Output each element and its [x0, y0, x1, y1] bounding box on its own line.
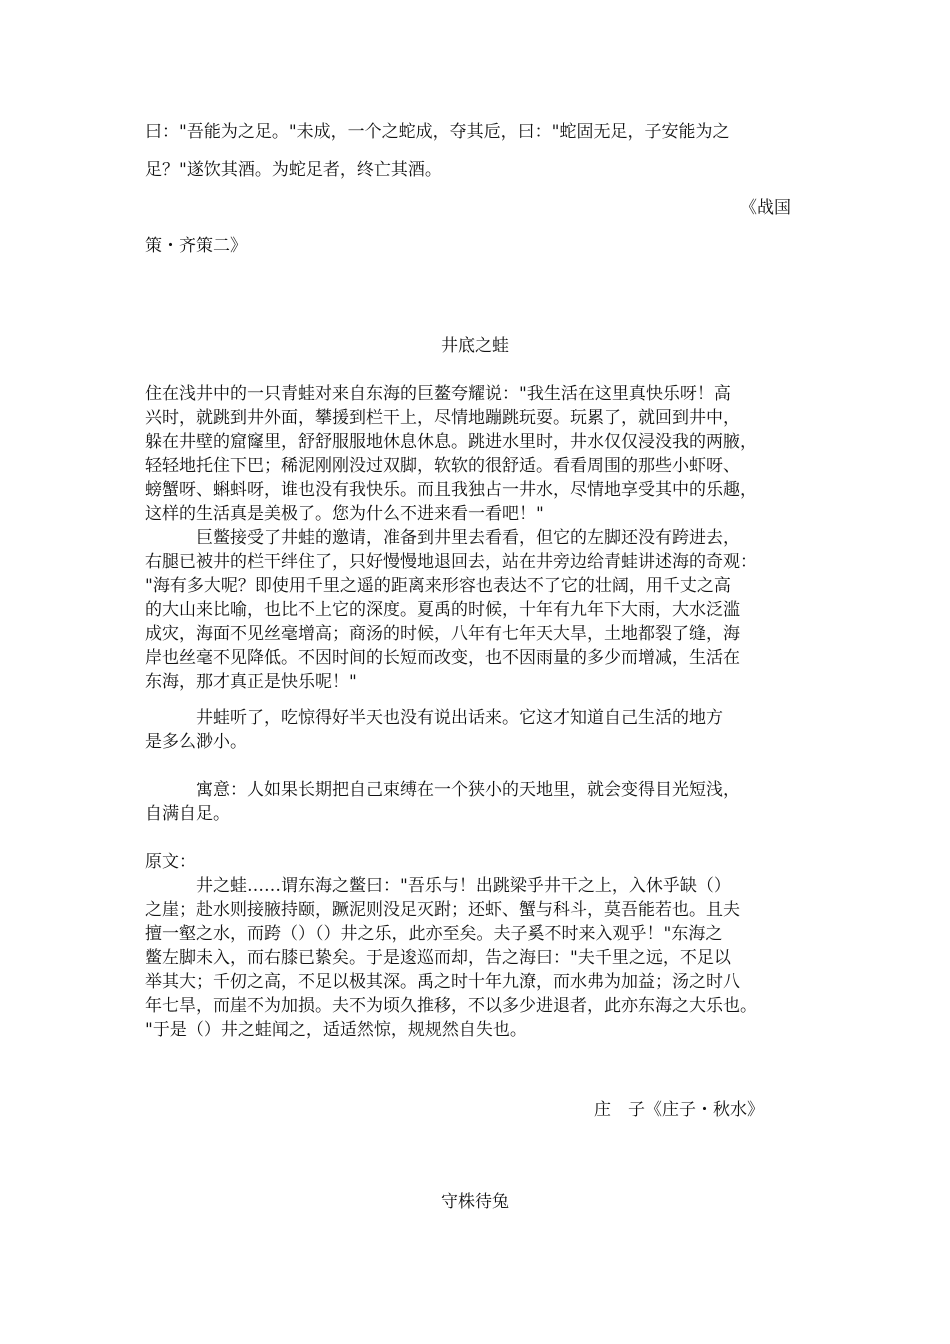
text-line: 曰："吾能为之足。"未成，一个之蛇成，夺其卮，曰："蛇固无足，子安能为之: [145, 122, 730, 142]
original-heading: 原文：: [145, 852, 196, 872]
original-line: 井之蛙……谓东海之鳖曰："吾乐与！出跳梁乎井干之上，入休乎缺（）: [145, 876, 731, 896]
text-line: 足？"遂饮其酒。为蛇足者，终亡其酒。: [145, 160, 442, 180]
original-line: 举其大；千仞之高，不足以极其深。禹之时十年九潦，而水弗为加益；汤之时八: [145, 972, 740, 992]
text-line: 东海，那才真正是快乐呢！": [145, 672, 357, 692]
moral-line: 自满自足。: [145, 804, 230, 824]
source-citation: 庄 子《庄子・秋水》: [594, 1100, 764, 1120]
text-line: "海有多大呢？即使用千里之遥的距离来形容也表达不了它的壮阔，用千丈之高: [145, 576, 731, 596]
text-line: 轻轻地托住下巴；稀泥刚刚没过双脚，软软的很舒适。看看周围的那些小虾呀、: [145, 456, 740, 476]
text-line: 螃蟹呀、蝌蚪呀，谁也没有我快乐。而且我独占一井水，尽情地享受其中的乐趣，: [145, 480, 757, 500]
text-line: 躲在井壁的窟窿里，舒舒服服地休息休息。跳进水里时，井水仅仅浸没我的两腋，: [145, 432, 757, 452]
source-citation: 策・齐策二》: [145, 236, 247, 256]
text-line: 是多么渺小。: [145, 732, 247, 752]
original-line: 擅一壑之水，而跨（）（）井之乐，此亦至矣。夫子奚不时来入观乎！"东海之: [145, 924, 723, 944]
text-line: 的大山来比喻，也比不上它的深度。夏禹的时候，十年有九年下大雨，大水泛滥: [145, 600, 740, 620]
moral-line: 寓意：人如果长期把自己束缚在一个狭小的天地里，就会变得目光短浅，: [145, 780, 740, 800]
text-line: 右腿已被井的栏干绊住了，只好慢慢地退回去，站在井旁边给青蛙讲述海的奇观：: [145, 552, 757, 572]
original-line: 鳖左脚未入，而右膝已絷矣。于是逡巡而却，告之海曰："夫千里之远，不足以: [145, 948, 731, 968]
original-line: 之崖；赴水则接腋持颐，蹶泥则没足灭跗；还虾、蟹与科斗，莫吾能若也。且夫: [145, 900, 740, 920]
original-line: 年七旱，而崖不为加损。夫不为顷久推移，不以多少进退者，此亦东海之大乐也。: [145, 996, 757, 1016]
original-line: "于是（）井之蛙闻之，适适然惊，规规然自失也。: [145, 1020, 527, 1040]
text-line: 成灾，海面不见丝毫增高；商汤的时候，八年有七年天大旱，土地都裂了缝，海: [145, 624, 740, 644]
source-citation: 《战国: [740, 198, 791, 218]
text-line: 兴时，就跳到井外面，攀援到栏干上，尽情地蹦跳玩耍。玩累了，就回到井中，: [145, 408, 740, 428]
text-line: 住在浅井中的一只青蛙对来自东海的巨鳌夸耀说："我生活在这里真快乐呀！高: [145, 384, 731, 404]
text-line: 这样的生活真是美极了。您为什么不进来看一看吧！": [145, 504, 544, 524]
text-line: 井蛙听了，吃惊得好半天也没有说出话来。它这才知道自己生活的地方: [145, 708, 723, 728]
story-title: 井底之蛙: [441, 336, 509, 356]
text-line: 岸也丝毫不见降低。不因时间的长短而改变，也不因雨量的多少而增减，生活在: [145, 648, 740, 668]
text-line: 巨鳖接受了井蛙的邀请，准备到井里去看看，但它的左脚还没有跨进去，: [145, 528, 740, 548]
next-story-title: 守株待兔: [441, 1192, 509, 1212]
